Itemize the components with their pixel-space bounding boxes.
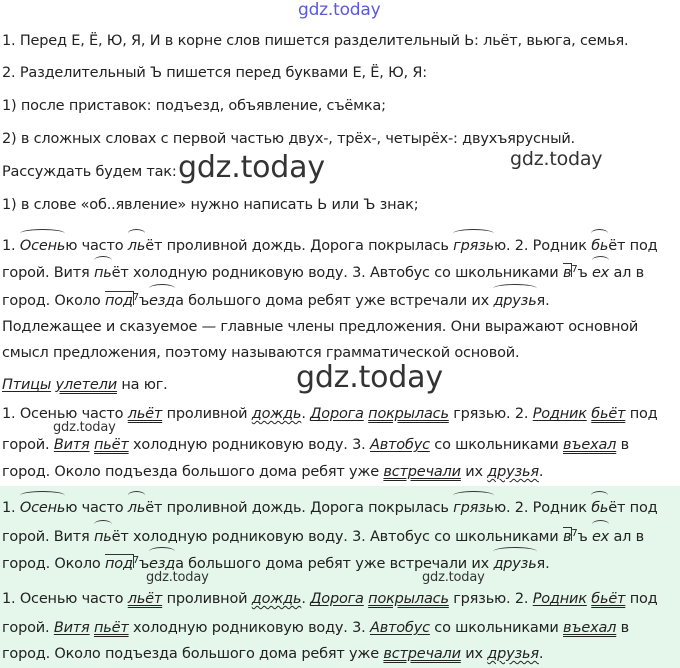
root-mark-p: пь [94,262,112,284]
subject: Автобус [369,437,430,453]
example-sentence [2,374,168,396]
prefix-mark-v: в [563,262,571,284]
subject: Дорога [310,591,364,607]
text: я. [536,293,550,309]
text: ю. 2. Родник [493,500,587,516]
rule-2-case-1: 1) после приставок: подъезд, объявление, съёмка; [2,98,386,114]
para1-line-2 [2,262,644,286]
text: ал в [613,529,644,545]
predicate: льёт [127,591,163,607]
text: со школьниками [434,437,559,453]
watermark-large: gdz.today [178,150,325,185]
predicate: въехал [563,620,617,636]
text: . [538,646,544,662]
root-mark-ex: ех [592,262,609,284]
text: в [620,437,630,453]
root-mark-l: ль [128,497,145,519]
superscript: 7 [571,528,578,539]
sentence-number: 1. [2,238,16,254]
text: 1. Осенью часто [2,406,124,422]
text: а большого дома ребят уже встречали их [175,293,490,309]
para2-repeat-line-2 [2,617,629,639]
hard-sign: ъ [138,556,150,572]
text: . [301,591,306,607]
para2-line-2 [2,434,629,456]
root-mark-osen: Осень [20,497,65,519]
rule-2-case-2: 2) в сложных словах с первой частью двух-, трёх-, четырёх-: двухъярусный. [2,131,575,147]
text: их [465,464,483,480]
root-mark-gryaz: грязь [453,497,494,519]
subject: Родник [532,406,587,422]
predicate: покрылась [368,406,449,422]
text: под [629,406,658,422]
text: со школьниками [434,620,559,636]
hard-sign: ъ [577,529,588,545]
para1-line-3 [2,290,549,314]
predicate: въехал [563,437,617,453]
para2-repeat-line-1 [2,588,658,610]
root-mark-b: бь [591,497,608,519]
text: холодную родниковую воду. 3. [133,620,366,636]
text: горой. Витя [2,265,90,281]
watermark-small: gdz.today [53,420,116,435]
superscript: 7 [132,292,139,303]
text: грязью. 2. [453,591,529,607]
subject-modifier: дождь [251,591,302,607]
predicate: бьёт [591,591,626,607]
text: город. Около [2,293,101,309]
text: город. Около подъезда большого дома ребят уже [2,464,379,480]
text: ю. 2. Родник [493,238,587,254]
sentence-number: 1. [2,500,16,516]
text: ю часто [65,238,124,254]
text: город. Около подъезда большого дома ребят уже [2,646,379,662]
text: ю часто [65,500,124,516]
prefix-mark-v: в [563,526,571,548]
text: ёт под [608,500,658,516]
para1-line-1 [2,235,657,257]
theory-line-1: Подлежащее и сказуемое — главные члены предложения. Они выражают основной [2,319,639,335]
text: . [301,406,306,422]
text: грязью. 2. [453,406,529,422]
subject-example: Птицы [2,377,52,393]
text: горой. [2,620,50,636]
reasoning-intro: Рассуждать будем так: [2,164,177,180]
subject: Витя [53,620,90,636]
watermark-small: gdz.today [146,570,209,585]
text: ал в [613,265,644,281]
superscript: 7 [571,264,578,275]
root-mark-b: бь [591,235,608,257]
predicate: пьёт [94,620,129,636]
text: горой. [2,437,50,453]
hard-sign: ъ [577,265,588,281]
para1-repeat-line-1 [2,497,657,519]
para2-repeat-line-3 [2,643,543,665]
subject-modifier: друзья [487,464,539,480]
subject-modifier: друзья [487,646,539,662]
prefix-mark-pod: под [105,553,133,575]
text: я. [536,556,550,572]
para2-line-3 [2,461,543,483]
root-mark-druz: друзь [493,290,536,312]
root-mark-gryaz: грязь [453,235,494,257]
text: а большого дома ребят уже встречали их [175,556,490,572]
text: ёт проливной дождь. Дорога покрылась [145,500,449,516]
text: проливной [166,591,248,607]
text: ёт холодную родниковую воду. 3. Автобус со школьниками [111,265,559,281]
prefix-mark-pod: под [105,290,133,312]
watermark-small: gdz.today [422,570,485,585]
subject: Дорога [310,406,364,422]
predicate: пьёт [94,437,129,453]
predicate: встречали [383,646,461,662]
root-mark-l: ль [128,235,145,257]
root-mark-p: пь [94,526,112,548]
text: проливной [166,406,248,422]
root-mark-ezd: езд [149,290,175,312]
text: ёт проливной дождь. Дорога покрылась [145,238,449,254]
root-mark-ex: ех [592,526,609,548]
predicate: бьёт [591,406,626,422]
predicate: покрылась [368,591,449,607]
text: под [629,591,658,607]
text: ёт холодную родниковую воду. 3. Автобус со школьниками [111,529,559,545]
rule-2: 2. Разделительный Ъ пишется перед буквами Е, Ё, Ю, Я: [2,65,427,81]
root-mark-druz: друзь [493,553,536,575]
theory-line-2: смысл предложения, поэтому называются грамматической основой. [2,345,520,361]
reasoning-step-1: 1) в слове «об..явление» нужно написать Ь или Ъ знак; [2,197,419,213]
text: в [620,620,630,636]
subject-modifier: дождь [251,406,302,422]
rule-1: 1. Перед Е, Ё, Ю, Я, И в корне слов пишется разделительный Ь: льёт, вьюга, семья. [2,33,629,49]
text: ёт под [608,238,658,254]
text: город. Около [2,556,101,572]
para1-repeat-line-2 [2,526,644,550]
predicate: льёт [127,406,163,422]
watermark-large: gdz.today [296,360,443,395]
root-mark-ezd: езд [149,553,175,575]
text: холодную родниковую воду. 3. [133,437,366,453]
root-mark-osen: Осень [20,235,65,257]
predicate-example: улетели [55,377,117,393]
subject: Витя [53,437,90,453]
hard-sign: ъ [138,293,150,309]
superscript: 7 [132,555,139,566]
text: их [465,646,483,662]
site-watermark-top[interactable]: gdz.today [298,0,381,20]
subject: Родник [532,591,587,607]
predicate: встречали [383,464,461,480]
text: . [538,464,544,480]
subject: Автобус [369,620,430,636]
watermark-medium: gdz.today [510,148,603,170]
text: 1. Осенью часто [2,591,124,607]
text: горой. Витя [2,529,90,545]
text: на юг. [121,377,168,393]
